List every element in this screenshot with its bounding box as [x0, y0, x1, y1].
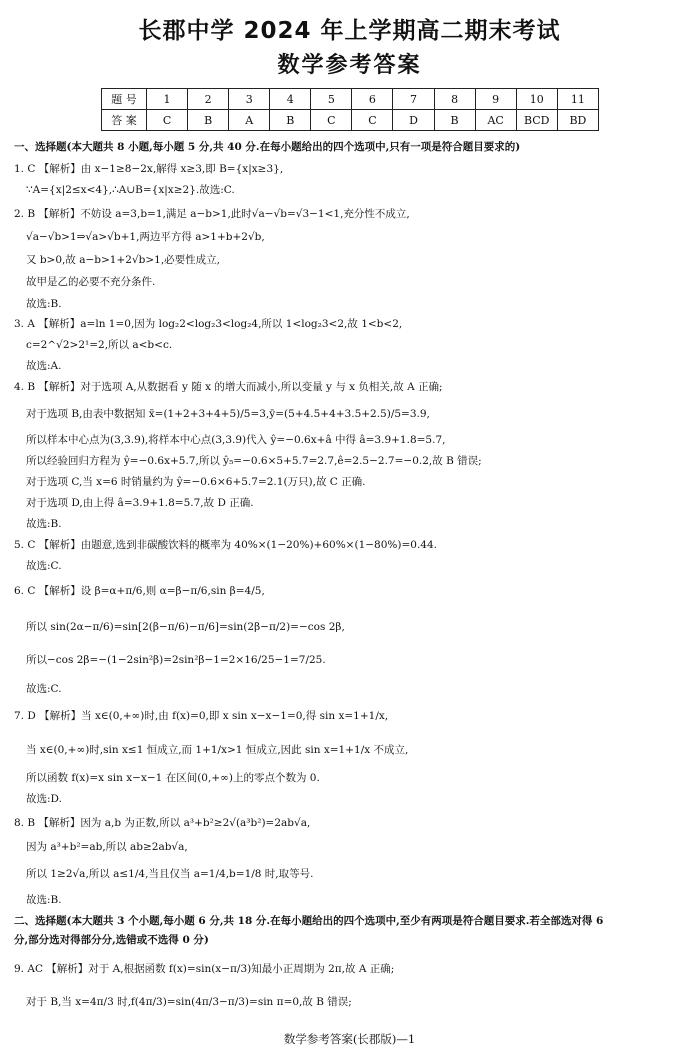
table-cell: 5 [311, 89, 352, 110]
table-cell: 9 [475, 89, 516, 110]
table-cell: BCD [516, 110, 557, 131]
solution-8-line: 因为 a³+b²=ab,所以 ab≥2ab√a, [26, 841, 188, 853]
table-cell: C [352, 110, 393, 131]
page-title: 长郡中学 2024 年上学期高二期末考试 [138, 18, 561, 44]
row-label-question: 题 号 [102, 89, 147, 110]
table-cell: 2 [188, 89, 229, 110]
solution-3-line: c=2^√2>2¹=2,所以 a<b<c. [26, 339, 173, 351]
solution-4-line: 所以经验回归方程为 ŷ=−0.6x+5.7,所以 ŷ₅=−0.6×5+5.7=2.7,ê=2.5−2.7=−0.2,故 B 错误; [26, 455, 482, 467]
solution-7-line: 故选:D. [26, 793, 62, 805]
table-cell: 6 [352, 89, 393, 110]
solution-2-line: 2. B 【解析】不妨设 a=3,b=1,满足 a−b>1,此时√a−√b=√3−1<1,充分性不成立, [14, 208, 410, 220]
solution-9-line: 9. AC 【解析】对于 A,根据函数 f(x)=sin(x−π/3)知最小正周期为 2π,故 A 正确; [14, 963, 395, 975]
table-cell: B [434, 110, 475, 131]
table-cell: C [147, 110, 188, 131]
solution-4-line: 对于选项 C,当 x=6 时销量约为 ŷ=−0.6×6+5.7=2.1(万只),故 C 正确. [26, 476, 366, 488]
table-cell: 8 [434, 89, 475, 110]
solution-6-line: 故选:C. [26, 683, 62, 695]
solution-2-line: 故选:B. [26, 298, 62, 310]
table-cell: A [229, 110, 270, 131]
solution-5-line: 故选:C. [26, 560, 62, 572]
answer-row [102, 110, 599, 131]
solution-2-line: √a−√b>1⇒√a>√b+1,两边平方得 a>1+b+2√b, [26, 231, 265, 243]
table-cell: 7 [393, 89, 434, 110]
table-cell: 3 [229, 89, 270, 110]
solution-7-line: 7. D 【解析】当 x∈(0,+∞)时,由 f(x)=0,即 x sin x−x−1=0,得 sin x=1+1/x, [14, 710, 389, 722]
page-footer: 数学参考答案(长郡版)—1 [283, 1032, 416, 1046]
solution-3-line: 3. A 【解析】a=ln 1=0,因为 log₂2<log₂3<log₂4,所以 1<log₂3<2,故 1<b<2, [14, 318, 403, 330]
solution-1-line: ∵A={x|2≤x<4},∴A∪B={x|x≥2}.故选:C. [26, 184, 235, 196]
solution-4-line: 故选:B. [26, 518, 62, 530]
section-heading-2-cont: 分,部分选对得部分分,选错或不选得 0 分) [14, 934, 209, 946]
section-heading-1: 一、选择题(本大题共 8 小题,每小题 5 分,共 40 分.在每小题给出的四个选项中,只有一项是符合题目要求的) [14, 141, 521, 153]
solution-2-line: 又 b>0,故 a−b>1+2√b>1,必要性成立, [26, 254, 221, 266]
row-label-answer: 答 案 [102, 110, 147, 131]
table-cell: AC [475, 110, 516, 131]
table-cell: B [270, 110, 311, 131]
table-cell: D [393, 110, 434, 131]
solution-3-line: 故选:A. [26, 360, 62, 372]
table-cell: B [188, 110, 229, 131]
solution-9-line: 对于 B,当 x=4π/3 时,f(4π/3)=sin(4π/3−π/3)=sin π=0,故 B 错误; [26, 996, 352, 1008]
solution-7-line: 当 x∈(0,+∞)时,sin x≤1 恒成立,而 1+1/x>1 恒成立,因此 sin x=1+1/x 不成立, [26, 744, 409, 756]
solution-6-line: 所以−cos 2β=−(1−2sin²β)=2sin²β−1=2×16/25−1=7/25. [26, 654, 326, 666]
table-cell: 4 [270, 89, 311, 110]
table-cell: 10 [516, 89, 557, 110]
solution-8-line: 8. B 【解析】因为 a,b 为正数,所以 a³+b²≥2√(a³b²)=2ab√a, [14, 817, 311, 829]
section-heading-2: 二、选择题(本大题共 3 个小题,每小题 6 分,共 18 分.在每小题给出的四个选项中,至少有两项是符合题目要求.若全部选对得 6 [14, 915, 604, 927]
solution-6-line: 所以 sin(2α−π/6)=sin[2(β−π/6)−π/6]=sin(2β−π/2)=−cos 2β, [26, 621, 345, 633]
solution-6-line: 6. C 【解析】设 β=α+π/6,则 α=β−π/6,sin β=4/5, [14, 585, 265, 597]
page-subtitle: 数学参考答案 [277, 53, 422, 78]
solution-4-line: 4. B 【解析】对于选项 A,从数据看 y 随 x 的增大而减小,所以变量 y 与 x 负相关,故 A 正确; [14, 381, 443, 393]
table-cell: BD [557, 110, 598, 131]
solution-2-line: 故甲是乙的必要不充分条件. [26, 276, 156, 288]
answer-table [101, 88, 599, 131]
solution-4-line: 对于选项 D,由上得 â=3.9+1.8=5.7,故 D 正确. [26, 497, 254, 509]
solution-4-line: 对于选项 B,由表中数据知 x̄=(1+2+3+4+5)/5=3,ȳ=(5+4.5+4+3.5+2.5)/5=3.9, [26, 408, 430, 420]
question-number-row [102, 89, 599, 110]
solution-5-line: 5. C 【解析】由题意,选到非碳酸饮料的概率为 40%×(1−20%)+60%×(1−80%)=0.44. [14, 539, 438, 551]
solution-8-line: 故选:B. [26, 894, 62, 906]
table-cell: 1 [147, 89, 188, 110]
table-cell: C [311, 110, 352, 131]
solution-7-line: 所以函数 f(x)=x sin x−x−1 在区间(0,+∞)上的零点个数为 0. [26, 772, 320, 784]
table-cell: 11 [557, 89, 598, 110]
solution-4-line: 所以样本中心点为(3,3.9),将样本中心点(3,3.9)代入 ŷ=−0.6x+â 中得 â=3.9+1.8=5.7, [26, 434, 446, 446]
solution-1-line: 1. C 【解析】由 x−1≥8−2x,解得 x≥3,即 B={x|x≥3}, [14, 163, 284, 175]
solution-8-line: 所以 1≥2√a,所以 a≤1/4,当且仅当 a=1/4,b=1/8 时,取等号. [26, 868, 314, 880]
